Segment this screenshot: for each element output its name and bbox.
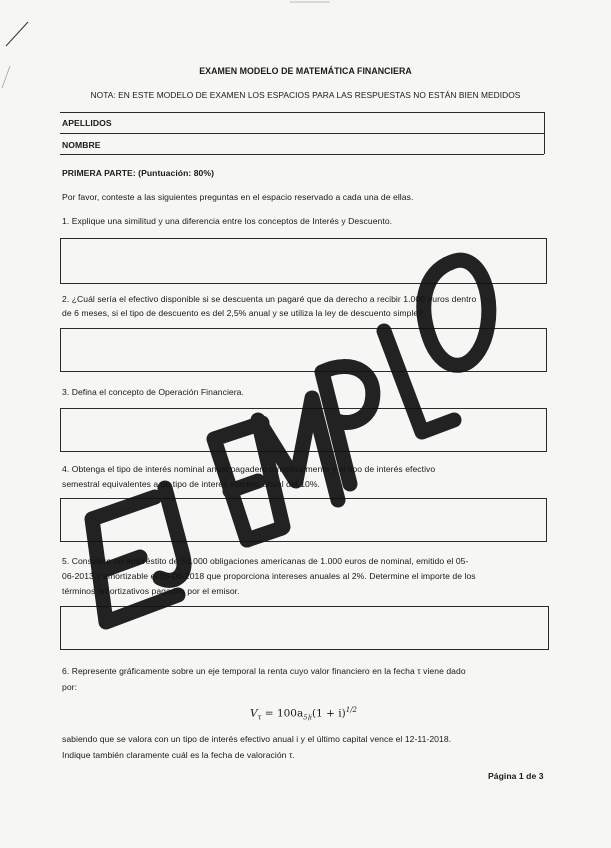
question-5-text-line3: términos amortizativos pagados por el emisor.	[62, 586, 240, 596]
formula-lhs: V	[250, 707, 258, 720]
question-4-text-line1: 4. Obtenga el tipo de interés nominal anual pagadero trimestralmente y el tipo de interés efectivo	[62, 464, 436, 474]
formula-tail: (1 + i)	[312, 707, 346, 720]
question-6-text-line3: sabiendo que se valora con un tipo de interés efectivo anual i y el último capital vence el 12-11-2018.	[62, 734, 452, 744]
question-2-text-line1: 2. ¿Cuál sería el efectivo disponible si se descuenta un pagaré que da derecho a recibir 1.000 euros dentro	[62, 294, 477, 304]
question-2-text-line2: de 6 meses, si el tipo de descuento es del 2,5% anual y se utiliza la ley de descuento simple?	[62, 308, 424, 318]
formula-angle: 5⌉i	[303, 713, 313, 722]
question-6-text-line4: Indique también claramente cuál es la fecha de valoración τ.	[62, 750, 295, 760]
instructions: Por favor, conteste a las siguientes preguntas en el espacio reservado a cada una de ellas.	[62, 192, 414, 202]
question-5-text-line1: 5. Considere un empréstito de 50.000 obligaciones americanas de 1.000 euros de nominal, emitido el 05-	[62, 556, 469, 566]
question-4-text-line2: semestral equivalentes a un tipo de interés efectivo anual del 10%.	[62, 479, 320, 489]
exam-note: NOTA: EN ESTE MODELO DE EXAMEN LOS ESPACIOS PARA LAS RESPUESTAS NO ESTÁN BIEN MEDIDOS	[90, 90, 521, 100]
question-3-text: 3. Defina el concepto de Operación Financiera.	[62, 387, 244, 397]
formula-equals: = 100a	[261, 707, 304, 720]
exam-title: EXAMEN MODELO DE MATEMÁTICA FINANCIERA	[199, 66, 412, 76]
surname-label: APELLIDOS	[62, 118, 112, 128]
formula-exponent: 1/2	[345, 706, 357, 714]
name-label: NOMBRE	[62, 140, 101, 150]
question-1-text: 1. Explique una similitud y una diferencia entre los conceptos de Interés y Descuento.	[62, 216, 393, 226]
question-5-text-line2: 06-2013 y amortizable el 05-06-2018 que proporciona intereses anuales al 2%. Determine el importe de los	[62, 571, 476, 581]
page-number: Página 1 de 3	[488, 771, 544, 781]
formula-subscript: τ	[257, 713, 262, 722]
question-6-text-line1: 6. Represente gráficamente sobre un eje temporal la renta cuyo valor financiero en la fecha τ viene dado	[62, 666, 466, 676]
question-6-text-line2: por:	[62, 682, 78, 692]
part-title: PRIMERA PARTE: (Puntuación: 80%)	[62, 168, 214, 178]
